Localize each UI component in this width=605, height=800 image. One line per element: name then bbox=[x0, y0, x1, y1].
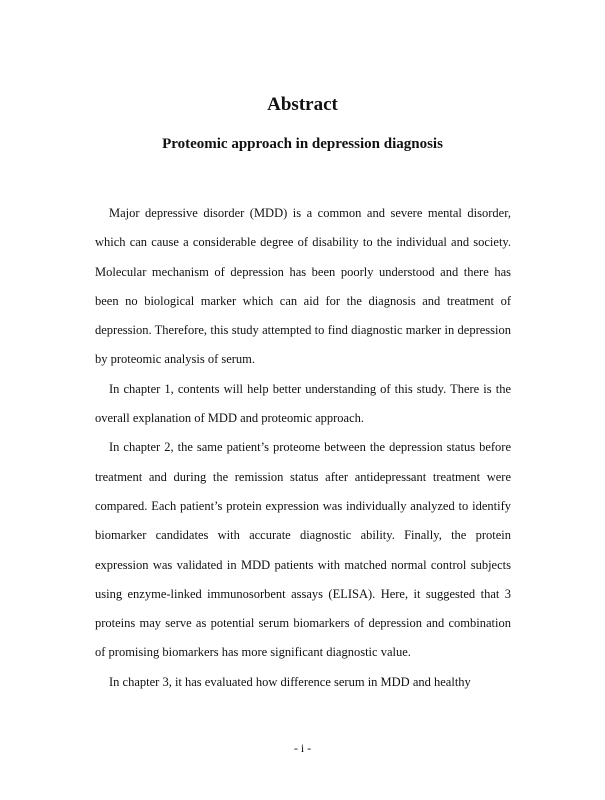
abstract-body bbox=[95, 199, 511, 697]
paragraph-chapter-3: In chapter 3, it has evaluated how difference serum in MDD and healthy bbox=[109, 674, 471, 689]
paragraph-chapter-1: In chapter 1, contents will help better understanding of this study. There is the overall explanation of MDD and proteomic approach. bbox=[95, 381, 511, 426]
paragraph-intro: Major depressive disorder (MDD) is a common and severe mental disorder, which can cause a considerable degree of disability to the individual and society. Molecular mechanism of depression has been poorly understood and there has been no biological marker which can aid for the diagnosis and treatment of depression. Therefore, this study attempted to find diagnostic marker in depression by proteomic analysis of serum. bbox=[95, 206, 511, 367]
paragraph-chapter-2: In chapter 2, the same patient’s proteome between the depression status before treatment and during the remission status after antidepressant treatment were compared. Each patient’s protein expression was individually analyzed to identify biomarker candidates with accurate diagnostic ability. Finally, the protein expression was validated in MDD patients with matched normal control subjects using enzyme-linked immunosorbent assays (ELISA). Here, it suggested that 3 proteins may serve as potential serum biomarkers of depression and combination of promising biomarkers has more significant diagnostic value. bbox=[95, 440, 511, 660]
page-title: Abstract bbox=[267, 94, 338, 115]
thesis-subtitle: Proteomic approach in depression diagnosis bbox=[162, 136, 443, 152]
page-number: - i - bbox=[293, 741, 312, 755]
